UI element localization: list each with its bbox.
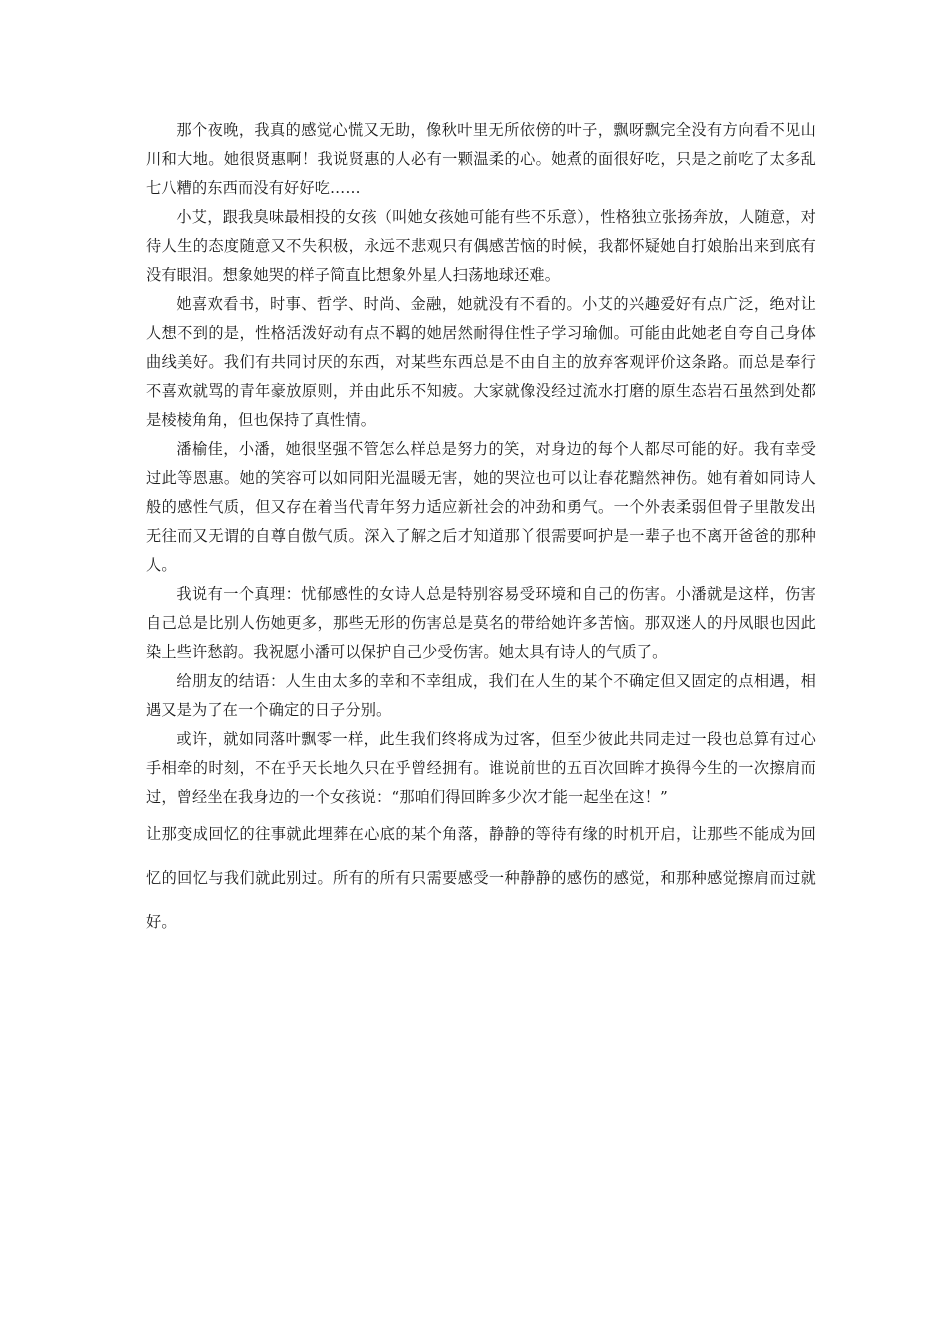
- paragraph-5: 我说有一个真理：忧郁感性的女诗人总是特别容易受环境和自己的伤害。小潘就是这样，伤害自己总是比别人伤她更多，那些无形的伤害总是莫名的带给她许多苦恼。那双迷人的丹凤眼也因此染上些许愁韵。我祝愿小潘可以保护自己少受伤害。她太具有诗人的气质了。: [146, 585, 816, 661]
- paragraph-1: 那个夜晚，我真的感觉心慌又无助，像秋叶里无所依傍的叶子，飘呀飘完全没有方向看不见山川和大地。她很贤惠啊！我说贤惠的人必有一颗温柔的心。她煮的面很好吃，只是之前吃了太多乱七八糟的东西而没有好好吃……: [146, 121, 816, 197]
- paragraph-4: 潘榆佳，小潘，她很坚强不管怎么样总是努力的笑，对身边的每个人都尽可能的好。我有幸受过此等恩惠。她的笑容可以如同阳光温暖无害，她的哭泣也可以让春花黯然神伤。她有着如同诗人般的感性气质，但又存在着当代青年努力适应新社会的冲劲和勇气。一个外表柔弱但骨子里散发出无往而又无谓的自尊自傲气质。深入了解之后才知道那丫很需要呵护是一辈子也不离开爸爸的那种人。: [146, 440, 816, 574]
- paragraph-6: 给朋友的结语：人生由太多的幸和不幸组成，我们在人生的某个不确定但又固定的点相遇，相遇又是为了在一个确定的日子分别。: [146, 672, 816, 719]
- paragraph-7: 或许，就如同落叶飘零一样，此生我们终将成为过客，但至少彼此共同走过一段也总算有过心手相牵的时刻，不在乎天长地久只在乎曾经拥有。谁说前世的五百次回眸才换得今生的一次擦肩而过，曾经坐在我身边的一个女孩说：“那咱们得回眸多少次才能一起坐在这！”: [146, 730, 816, 806]
- paragraph-3: 她喜欢看书，时事、哲学、时尚、金融，她就没有不看的。小艾的兴趣爱好有点广泛，绝对让人想不到的是，性格活泼好动有点不羁的她居然耐得住性子学习瑜伽。可能由此她老自夸自己身体曲线美好。我们有共同讨厌的东西，对某些东西总是不由自主的放弃客观评价这条路。而总是奉行不喜欢就骂的青年豪放原则，并由此乐不知疲。大家就像没经过流水打磨的原生态岩石虽然到处都是棱棱角角，但也保持了真性情。: [146, 295, 816, 429]
- paragraph-8: 让那变成回忆的往事就此埋葬在心底的某个角落，静静的等待有缘的时机开启，让那些不能成为回忆的回忆与我们就此别过。所有的所有只需要感受一种静静的感伤的感觉，和那种感觉擦肩而过就好。: [146, 825, 816, 931]
- paragraph-2: 小艾，跟我臭味最相投的女孩（叫她女孩她可能有些不乐意），性格独立张扬奔放，人随意，对待人生的态度随意又不失积极，永远不悲观只有偶感苦恼的时候，我都怀疑她自打娘胎出来到底有没有眼泪。想象她哭的样子简直比想象外星人扫荡地球还难。: [146, 208, 816, 284]
- document-body: [146, 116, 816, 944]
